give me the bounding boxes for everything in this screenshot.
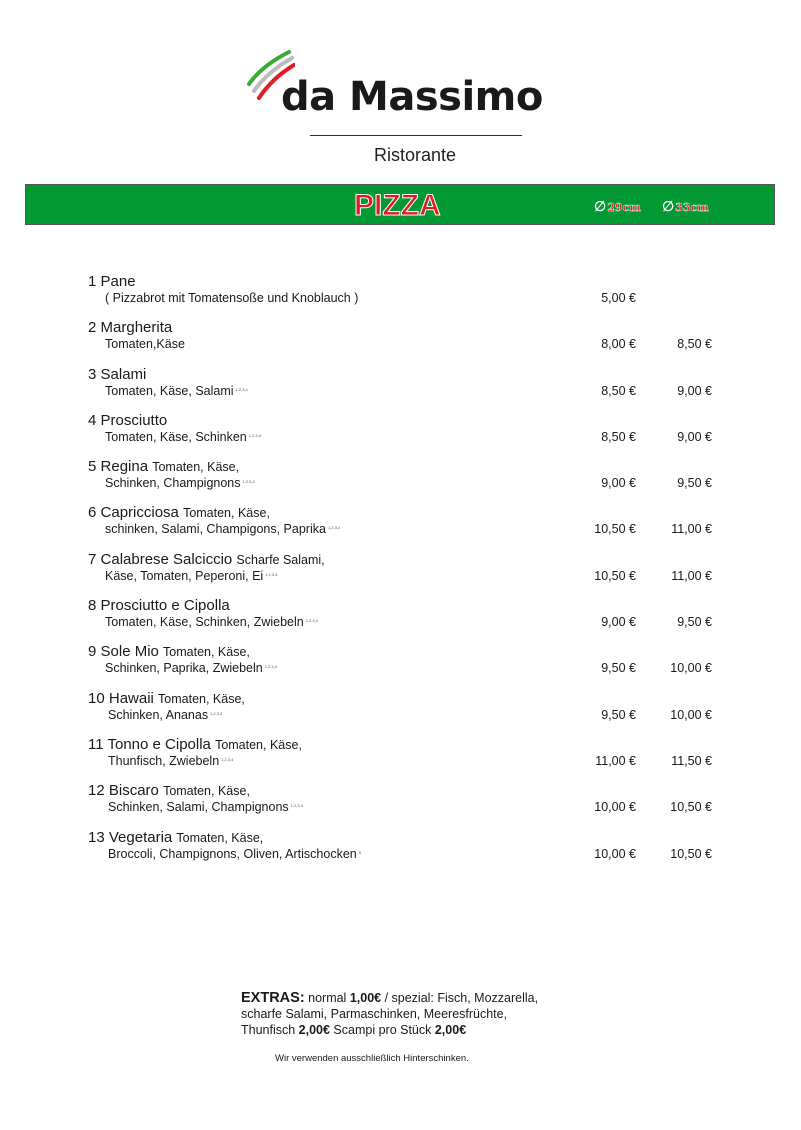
item-description — [105, 522, 340, 536]
menu-item — [0, 412, 801, 458]
extras-text: Scampi pro Stück — [329, 1023, 435, 1037]
item-number: 12 — [88, 782, 105, 800]
price-29cm: 10,00 € — [594, 846, 636, 861]
allergen-note: 1,2,3,4 — [327, 525, 341, 531]
extras-price-normal: 1,00€ — [349, 991, 382, 1005]
item-ingredients: Schinken, Champignons — [105, 476, 241, 491]
item-title — [88, 690, 245, 707]
menu-item — [0, 366, 801, 412]
item-name: Tonno e Cipolla — [107, 735, 211, 753]
price-29cm: 10,50 € — [594, 568, 636, 583]
size-label-large: 33cm — [675, 201, 709, 214]
item-description — [105, 661, 277, 675]
item-description — [105, 476, 255, 490]
item-name: Margherita — [100, 319, 173, 337]
size-header-29 — [594, 199, 641, 215]
allergen-note: 1,2,3,4 — [248, 432, 261, 438]
brand-subtitle: Ristorante — [373, 145, 457, 165]
allergen-note: 1,2,3,4 — [265, 571, 278, 577]
item-description — [105, 337, 187, 351]
item-name: Salami — [100, 365, 147, 383]
price-29cm: 10,50 € — [594, 522, 636, 537]
price-33cm: 9,00 € — [677, 429, 712, 444]
allergen-note: 5 — [358, 849, 361, 855]
item-number: 6 — [88, 504, 97, 522]
item-inline-desc: Scharfe Salami, — [236, 552, 325, 567]
item-title — [88, 736, 302, 753]
ham-footnote: Wir verwenden ausschließlich Hinterschinken. — [275, 1053, 469, 1064]
menu-item — [0, 690, 801, 736]
item-inline-desc: Tomaten, Käse, — [163, 645, 250, 660]
menu-item — [0, 319, 801, 365]
item-ingredients: Käse, Tomaten, Peperoni, Ei — [105, 568, 264, 583]
price-33cm: 11,50 € — [671, 753, 712, 768]
brand-name: da Massimo — [281, 74, 543, 120]
item-number: 1 — [88, 273, 97, 290]
menu-item — [0, 551, 801, 597]
price-33cm: 10,00 € — [670, 707, 712, 722]
item-inline-desc: Tomaten, Käse, — [163, 784, 250, 799]
item-ingredients: schinken, Salami, Champigons, Paprika — [105, 522, 326, 537]
item-name: Vegetaria — [108, 828, 173, 846]
allergen-note: 1,2,3,4 — [210, 710, 223, 716]
item-title — [88, 412, 167, 429]
price-33cm: 11,00 € — [671, 522, 712, 537]
menu-item — [0, 504, 801, 550]
menu-item — [0, 597, 801, 643]
item-description — [108, 708, 222, 722]
extras-section — [241, 990, 538, 1038]
item-name: Pane — [100, 273, 136, 290]
extras-line-2: scharfe Salami, Parmaschinken, Meeresfrüchte, — [241, 1007, 508, 1021]
menu-item — [0, 829, 801, 875]
extras-text: Thunfisch — [241, 1023, 299, 1037]
item-number: 5 — [88, 458, 97, 476]
item-title — [88, 551, 325, 568]
extras-text: / spezial: Fisch, Mozzarella, — [381, 991, 539, 1005]
size-header-33 — [662, 199, 709, 215]
item-number: 9 — [88, 643, 97, 661]
item-title — [88, 504, 270, 521]
item-ingredients: Schinken, Salami, Champignons — [108, 800, 289, 815]
price-33cm: 9,00 € — [677, 383, 712, 398]
item-title — [88, 782, 250, 799]
price-29cm: 9,50 € — [601, 661, 636, 676]
item-name: Hawaii — [108, 689, 154, 707]
item-ingredients: Schinken, Paprika, Zwiebeln — [105, 661, 263, 676]
restaurant-logo — [245, 48, 565, 128]
item-title — [88, 829, 263, 846]
item-inline-desc: Tomaten, Käse, — [152, 460, 240, 475]
price-33cm: 10,50 € — [670, 800, 712, 815]
item-title — [88, 319, 172, 336]
item-name: Calabrese Salciccio — [100, 550, 233, 568]
item-description — [105, 569, 277, 583]
item-number: 2 — [88, 319, 97, 337]
menu-item — [0, 458, 801, 504]
extras-text: normal — [304, 991, 350, 1005]
item-number: 7 — [88, 550, 97, 568]
price-33cm: 9,50 € — [677, 615, 712, 630]
price-33cm: 8,50 € — [677, 337, 712, 352]
pizza-menu-list — [0, 273, 801, 875]
item-description — [108, 800, 303, 814]
allergen-note: 1,2,3,4 — [235, 386, 248, 392]
item-description — [105, 384, 248, 398]
item-number: 11 — [88, 735, 104, 753]
allergen-note: 1,2,3,4 — [242, 479, 255, 485]
price-29cm: 10,00 € — [594, 800, 636, 815]
extras-line-3 — [241, 1022, 538, 1038]
price-33cm: 10,00 € — [670, 661, 712, 676]
item-name: Sole Mio — [100, 643, 159, 661]
price-29cm: 11,00 € — [595, 753, 636, 768]
item-title — [88, 273, 136, 290]
item-ingredients: Broccoli, Champignons, Oliven, Artischocken — [108, 846, 357, 861]
item-inline-desc: Tomaten, Käse, — [183, 506, 270, 521]
menu-item — [0, 782, 801, 828]
item-name: Regina — [100, 458, 149, 476]
price-29cm: 8,50 € — [601, 429, 636, 444]
extras-line-1 — [241, 990, 538, 1006]
price-29cm: 8,50 € — [601, 383, 636, 398]
item-ingredients: Schinken, Ananas — [108, 707, 209, 722]
size-label-small: 29cm — [607, 201, 641, 214]
price-29cm: 9,00 € — [601, 615, 636, 630]
extras-price-special: 2,00€ — [298, 1023, 330, 1037]
price-29cm: 9,00 € — [601, 476, 636, 491]
allergen-note: 1,2,3,4 — [290, 803, 303, 809]
item-number: 10 — [88, 689, 105, 707]
item-name: Prosciutto — [100, 411, 168, 429]
item-description — [105, 291, 360, 305]
item-name: Prosciutto e Cipolla — [100, 597, 230, 615]
item-inline-desc: Tomaten, Käse, — [215, 737, 302, 752]
item-description — [105, 615, 318, 629]
logo-divider — [310, 135, 522, 136]
item-name: Biscaro — [108, 782, 159, 800]
diameter-icon: ∅ — [662, 199, 675, 215]
item-title — [88, 366, 146, 383]
item-description — [108, 754, 233, 768]
item-title — [88, 458, 239, 475]
extras-price-scampi: 2,00€ — [434, 1023, 467, 1037]
menu-item — [0, 736, 801, 782]
item-inline-desc: Tomaten, Käse, — [176, 830, 264, 845]
price-29cm: 8,00 € — [601, 337, 636, 352]
item-ingredients: Tomaten, Käse, Schinken, Zwiebeln — [105, 615, 304, 630]
item-title — [88, 643, 250, 660]
item-ingredients: Tomaten,Käse — [105, 337, 185, 352]
item-number: 8 — [88, 597, 97, 615]
item-description — [105, 430, 261, 444]
item-name: Capricciosa — [100, 504, 179, 522]
extras-label: EXTRAS: — [241, 990, 305, 1006]
item-ingredients: Tomaten, Käse, Salami — [105, 383, 234, 398]
item-number: 13 — [88, 828, 105, 846]
price-29cm: 9,50 € — [601, 707, 636, 722]
item-ingredients: ( Pizzabrot mit Tomatensoße und Knoblauch ) — [105, 291, 359, 305]
diameter-icon: ∅ — [594, 199, 607, 215]
item-ingredients: Thunfisch, Zwiebeln — [108, 753, 220, 768]
allergen-note: 1,2,3,4 — [221, 756, 234, 762]
section-banner — [25, 184, 775, 225]
item-title — [88, 597, 230, 614]
allergen-note: 1,2,3,4 — [264, 664, 277, 670]
item-description — [108, 847, 361, 861]
section-title: PIZZA — [354, 189, 441, 222]
price-33cm: 9,50 € — [677, 476, 712, 491]
menu-item — [0, 273, 801, 319]
price-33cm: 11,00 € — [671, 568, 712, 583]
allergen-note: 1,2,3,4 — [305, 618, 318, 624]
item-ingredients: Tomaten, Käse, Schinken — [105, 429, 247, 444]
item-inline-desc: Tomaten, Käse, — [158, 691, 245, 706]
menu-item — [0, 643, 801, 689]
item-number: 3 — [88, 365, 97, 383]
item-number: 4 — [88, 411, 97, 429]
price-29cm: 5,00 € — [601, 291, 636, 305]
price-33cm: 10,50 € — [670, 846, 712, 861]
